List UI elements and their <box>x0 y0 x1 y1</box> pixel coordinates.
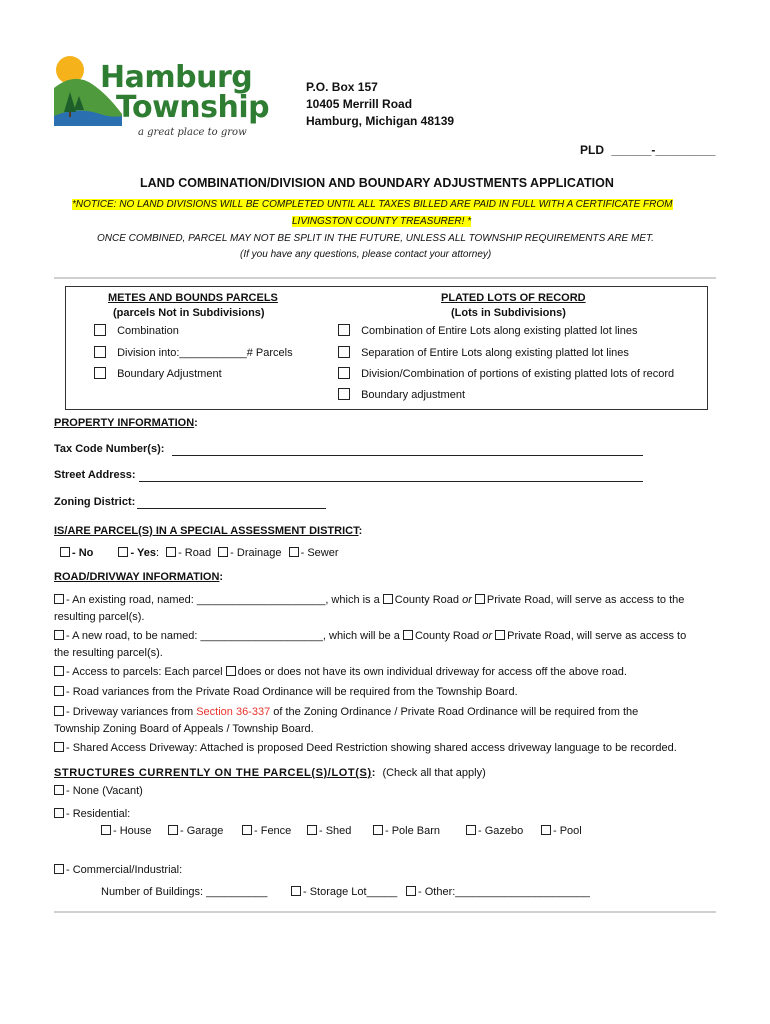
checkbox[interactable] <box>289 547 299 557</box>
structure-pole-barn[interactable]: - Pole Barn <box>373 825 440 837</box>
road-new-line: - A new road, to be named: ____________________, which will be a County Road or Private Road, will serve as access to <box>54 630 686 642</box>
storage-lot-option[interactable]: - Storage Lot_____ <box>291 886 397 898</box>
street-address-label: Street Address: <box>54 469 136 481</box>
checkbox[interactable] <box>541 825 551 835</box>
pld-label: PLD <box>580 143 604 157</box>
platted-heading: PLATED LOTS OF RECORD <box>441 292 586 304</box>
notice-line2: LIVINGSTON COUNTY TREASURER! * <box>292 216 472 227</box>
address-line2: 10405 Merrill Road <box>306 97 413 111</box>
page-title: LAND COMBINATION/DIVISION AND BOUNDARY ADJUSTMENTS APPLICATION <box>140 176 614 190</box>
checkbox[interactable] <box>54 785 64 795</box>
checkbox[interactable] <box>166 547 176 557</box>
checkbox[interactable] <box>226 666 236 676</box>
assessment-heading: IS/ARE PARCEL(S) IN A SPECIAL ASSESSMENT DISTRICT: <box>54 525 363 537</box>
checkbox[interactable] <box>242 825 252 835</box>
metes-option-boundary[interactable]: Boundary Adjustment <box>94 367 222 380</box>
assessment-drainage[interactable]: - Drainage <box>218 547 281 559</box>
structures-heading: STRUCTURES CURRENTLY ON THE PARCEL(S)/LOT(S): (Check all that apply) <box>54 767 486 779</box>
checkbox[interactable] <box>338 324 350 336</box>
section-reference: Section 36-337 <box>196 706 271 718</box>
checkbox[interactable] <box>168 825 178 835</box>
checkbox[interactable] <box>54 666 64 676</box>
township-logo <box>52 54 270 146</box>
divider-top <box>54 277 716 279</box>
metes-subheading: (parcels Not in Subdivisions) <box>113 307 265 319</box>
checkbox[interactable] <box>60 547 70 557</box>
logo-tagline: a great place to grow <box>138 127 247 138</box>
metes-heading: METES AND BOUNDS PARCELS <box>108 292 278 304</box>
road-access-line: - Access to parcels: Each parcel does or does not have its own individual driveway for access off the above road. <box>54 666 627 678</box>
checkbox[interactable] <box>218 547 228 557</box>
structures-none[interactable]: - None (Vacant) <box>54 785 143 797</box>
checkbox[interactable] <box>94 324 106 336</box>
structures-residential[interactable]: - Residential: <box>54 808 130 820</box>
logo-name-line1: Hamburg <box>100 60 253 95</box>
checkbox[interactable] <box>373 825 383 835</box>
assessment-sewer[interactable]: - Sewer <box>289 547 339 559</box>
road-variances-line: - Road variances from the Private Road Ordinance will be required from the Township Board. <box>54 686 518 698</box>
checkbox[interactable] <box>101 825 111 835</box>
divider-bottom <box>54 911 716 913</box>
street-address-input[interactable] <box>139 469 643 482</box>
checkbox[interactable] <box>383 594 393 604</box>
property-heading: PROPERTY INFORMATION: <box>54 417 198 429</box>
checkbox[interactable] <box>54 594 64 604</box>
checkbox[interactable] <box>94 367 106 379</box>
metes-option-combination[interactable]: Combination <box>94 324 179 337</box>
road-heading: ROAD/DRIVWAY INFORMATION: <box>54 571 224 583</box>
platted-option-boundary[interactable]: Boundary adjustment <box>338 388 465 401</box>
checkbox[interactable] <box>406 886 416 896</box>
tax-code-input[interactable] <box>172 443 643 456</box>
checkbox[interactable] <box>466 825 476 835</box>
num-buildings-field[interactable]: Number of Buildings: __________ <box>101 886 268 898</box>
assessment-no[interactable]: - No <box>60 547 93 559</box>
other-option[interactable]: - Other:______________________ <box>406 886 590 898</box>
road-new-line2: the resulting parcel(s). <box>54 647 163 659</box>
checkbox[interactable] <box>54 706 64 716</box>
road-driveway-line2: Township Zoning Board of Appeals / Township Board. <box>54 723 314 735</box>
checkbox[interactable] <box>338 388 350 400</box>
assessment-road[interactable]: - Road <box>166 547 211 559</box>
notice-line4: (If you have any questions, please contact your attorney) <box>240 249 492 260</box>
platted-option-combination[interactable]: Combination of Entire Lots along existing platted lot lines <box>338 324 637 337</box>
assessment-options <box>60 547 339 559</box>
zoning-district-label: Zoning District: <box>54 496 136 508</box>
road-existing-line: - An existing road, named: _____________________, which is a County Road or Private Road, will serve as access to the <box>54 594 684 606</box>
checkbox[interactable] <box>94 346 106 358</box>
checkbox[interactable] <box>307 825 317 835</box>
pld-value: ______-_________ <box>611 143 716 157</box>
checkbox[interactable] <box>54 742 64 752</box>
structure-garage[interactable]: - Garage <box>168 825 223 837</box>
checkbox[interactable] <box>338 367 350 379</box>
platted-option-separation[interactable]: Separation of Entire Lots along existing platted lot lines <box>338 346 629 359</box>
checkbox[interactable] <box>54 808 64 818</box>
zoning-district-input[interactable] <box>137 496 326 509</box>
structure-fence[interactable]: - Fence <box>242 825 291 837</box>
road-shared-line: - Shared Access Driveway: Attached is proposed Deed Restriction showing shared access driveway language to be recorded. <box>54 742 677 754</box>
checkbox[interactable] <box>338 346 350 358</box>
structure-shed[interactable]: - Shed <box>307 825 351 837</box>
checkbox[interactable] <box>475 594 485 604</box>
logo-name-line2: Township <box>116 90 270 125</box>
checkbox[interactable] <box>54 630 64 640</box>
checkbox[interactable] <box>54 686 64 696</box>
checkbox[interactable] <box>118 547 128 557</box>
metes-option-division[interactable]: Division into:___________# Parcels <box>94 346 293 359</box>
address-line1: P.O. Box 157 <box>306 80 378 94</box>
checkbox[interactable] <box>54 864 64 874</box>
address-line3: Hamburg, Michigan 48139 <box>306 114 455 128</box>
checkbox[interactable] <box>291 886 301 896</box>
structures-commercial[interactable]: - Commercial/Industrial: <box>54 864 182 876</box>
assessment-yes[interactable]: - Yes: <box>118 547 159 559</box>
platted-subheading: (Lots in Subdivisions) <box>451 307 566 319</box>
notice-line1: *NOTICE: NO LAND DIVISIONS WILL BE COMPLETED UNTIL ALL TAXES BILLED ARE PAID IN FULL WITH A CERTIFICATE FROM <box>72 199 673 210</box>
notice-line3: ONCE COMBINED, PARCEL MAY NOT BE SPLIT IN THE FUTURE, UNLESS ALL TOWNSHIP REQUIREMENTS ARE MET. <box>97 233 654 244</box>
structure-pool[interactable]: - Pool <box>541 825 582 837</box>
platted-option-division[interactable]: Division/Combination of portions of existing platted lots of record <box>338 367 674 380</box>
checkbox[interactable] <box>403 630 413 640</box>
structure-gazebo[interactable]: - Gazebo <box>466 825 523 837</box>
tax-code-label: Tax Code Number(s): <box>54 443 165 455</box>
checkbox[interactable] <box>495 630 505 640</box>
structure-house[interactable]: - House <box>101 825 152 837</box>
road-driveway-line: - Driveway variances from Section 36-337 of the Zoning Ordinance / Private Road Ordinance will be required from the <box>54 706 638 718</box>
road-existing-line2: resulting parcel(s). <box>54 611 145 623</box>
pld-field[interactable] <box>580 143 715 157</box>
